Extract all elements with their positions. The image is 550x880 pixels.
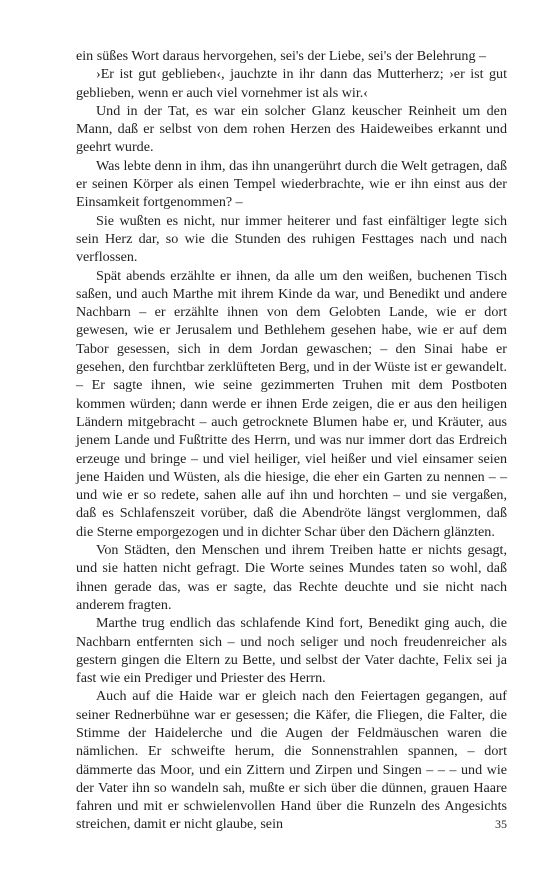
page-number: 35	[495, 817, 507, 831]
paragraph: Marthe trug endlich das schlafende Kind fort, Benedikt ging auch, die Nachbarn entfernten sich – und noch seliger und noch freudenreicher als gestern gingen die Eltern zu Bette, und selbst der Vater dachte, Felix sei ja fast wie ein Prediger und Priester des Herrn.	[76, 615, 507, 687]
paragraph: Spät abends erzählte er ihnen, da alle um den weißen, buchenen Tisch saßen, und auch Marthe mit ihrem Kinde da war, und Benedikt und andere Nachbarn – er erzählte ihnen von dem Gelobten Lande, wie er dort gewesen, wie er Jerusalem und Bethlehem gesehen habe, wie er auf dem Tabor gesessen, sich in dem Jordan gewaschen; – den Sinai habe er gesehen, den furchtbar zerklüfteten Berg, und in der Wüste ist er gewandelt. – Er sagte ihnen, wie seine gezimmerten Truhen mit dem Postboten kommen würden; dann werde er ihnen Erde zeigen, die er aus den heiligen Ländern mitgebracht – auch getrocknete Blumen habe er, und Kräuter, aus jenem Lande und Fußtritte des Herrn, und was nur immer dort das Erdreich erzeuge und bringe – und viel heiliger, viel heißer und viel einsamer seien jene Haiden und Wüsten, als die hiesige, die eher ein Garten zu nennen – – und wie er so redete, sahen alle auf ihn und horchten – und sie vergaßen, daß es Schlafenszeit vorüber, daß die Abendröte längst verglommen, daß die Sterne emporgezogen und in dichter Schar über den Dächern glänzten.	[76, 267, 507, 540]
paragraph: Von Städten, den Menschen und ihrem Treiben hatte er nichts gesagt, und sie hatten nicht gefragt. Die Worte seines Mundes taten so wohl, daß ihnen gerade das, was er sagte, das Rechte deuchte und sie nicht nach anderem fragten.	[76, 542, 507, 613]
paragraph: Und in der Tat, es war ein solcher Glanz keuscher Reinheit um den Mann, daß er selbst von dem rohen Herzen des Haideweibes erkannt und geehrt wurde.	[76, 102, 507, 156]
paragraph: ›Er ist gut geblieben‹, jauchzte in ihr dann das Mutterherz; ›er ist gut geblieben, wenn er auch viel vornehmer ist als wir.‹	[76, 66, 507, 101]
paragraph: Auch auf die Haide war er gleich nach den Feiertagen gegangen, auf seiner Rednerbühne war er gesessen; die Käfer, die Fliegen, die Falter, die Stimme der Haidelerche und die Augen der Feldmäuschen waren die nämlichen. Er schweifte herum, die Sonnenstrahlen spannen, – dort dämmerte das Moor, und ein Zittern und Zirpen und Singen – – – und wie der Vater ihn so wandeln sah, mußte er sich über die dünnen, grauen Haare fahren und mit er schwielenvollen Hand über die Runzeln des Angesichts streichen, damit er nicht glaube, sein	[76, 688, 507, 833]
paragraph-continuation: ein süßes Wort daraus hervorgehen, sei's der Liebe, sei's der Belehrung –	[76, 48, 487, 64]
paragraph: Sie wußten es nicht, nur immer heiterer und fast einfältiger legte sich sein Herz dar, so wie die Stunden des ruhigen Festtages nach und nach verflossen.	[76, 212, 507, 266]
book-page-text	[76, 47, 507, 834]
paragraph: Was lebte denn in ihm, das ihn unangerührt durch die Welt getragen, daß er seinen Körper als einen Tempel wiederbrachte, wie er ihn einst aus der Einsamkeit fortgenommen? –	[76, 157, 507, 211]
